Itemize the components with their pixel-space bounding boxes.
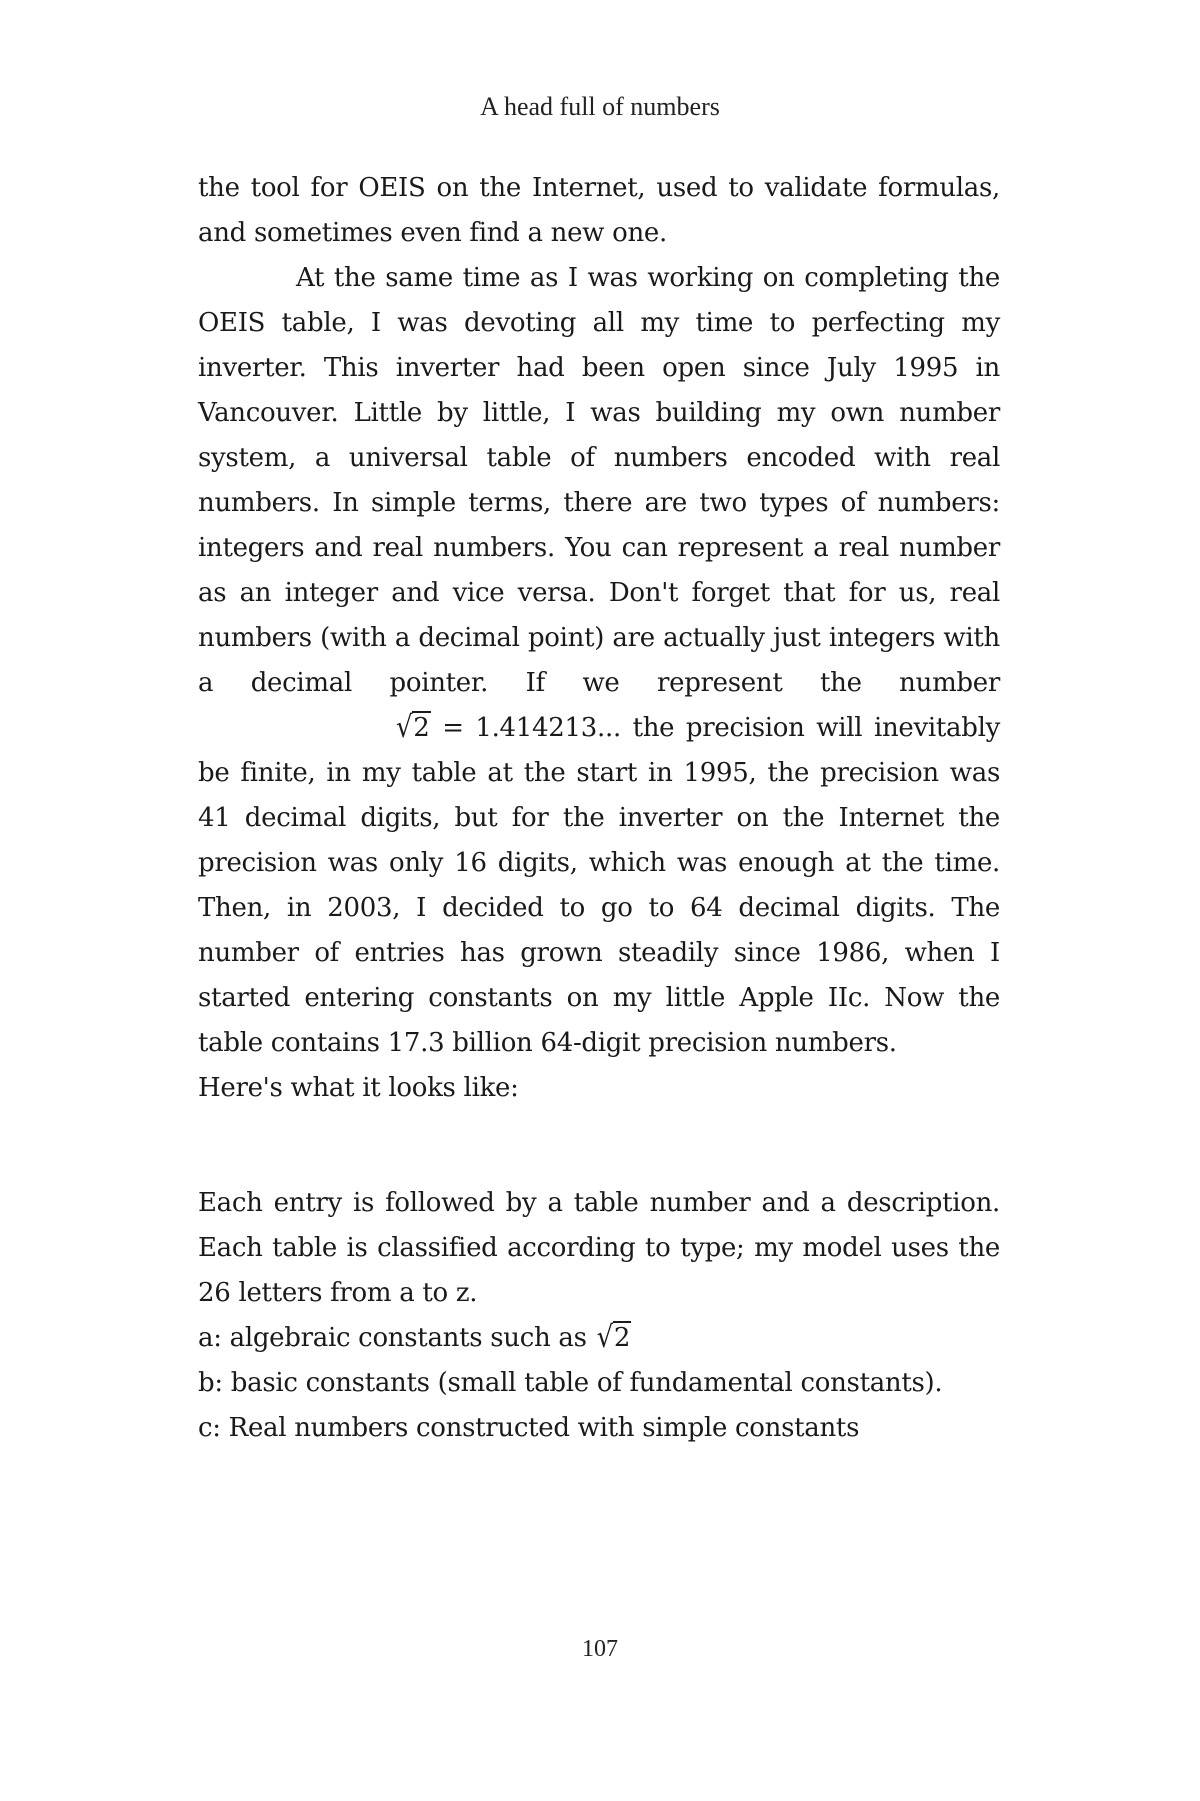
paragraph-inverter-text-b: = 1.414213... the precision will inevitably be finite, in my table at the start in 1995, the precision was 41 decimal digits, but for the inverter on the Internet the precision was only 16 digits, which was enough at the time. Then, in 2003, I decided to go to 64 decimal digits. The number of entries has grown steadily since 1986, when I started entering constants on my little Apple IIc. Now the table contains 17.3 billion 64-digit precision numbers. [198, 713, 1000, 1058]
blank-space [198, 1111, 1000, 1181]
body-text [198, 166, 1000, 1451]
paragraph-entry-description: Each entry is followed by a table number and a description. Each table is classified according to type; my model uses the 26 letters from a to z. [198, 1188, 1000, 1308]
running-head: A head full of numbers [480, 92, 720, 121]
list-item-a [198, 1316, 1000, 1361]
radicand: 2 [613, 1323, 631, 1353]
paragraph-inverter [198, 256, 1000, 1066]
list-item-c: c: Real numbers constructed with simple constants [198, 1413, 860, 1443]
paragraph-inverter-text-a: At the same time as I was working on completing the OEIS table, I was devoting all my time to perfecting my inverter. This inverter had been open since July 1995 in Vancouver. Little by little, I was building my own number system, a universal table of numbers encoded with real numbers. In simple terms, there are two types of numbers: integers and real numbers. You can represent a real number as an integer and vice versa. Don't forget that for us, real numbers (with a decimal point) are actually just integers with a decimal pointer. If we represent the number [198, 263, 1000, 698]
radicand: 2 [413, 713, 430, 743]
radical-sign: √ [596, 1320, 613, 1356]
list-item-a-text: a: algebraic constants such as [198, 1323, 587, 1353]
list-item-b: b: basic constants (small table of fundamental constants). [198, 1368, 943, 1398]
radical-sign: √ [396, 710, 413, 746]
paragraph-lead-in: Here's what it looks like: [198, 1073, 519, 1103]
sqrt-two-formula [595, 1316, 632, 1361]
paragraph-continuation: the tool for OEIS on the Internet, used to validate formulas, and sometimes even find a new one. [198, 173, 1000, 248]
page-number: 107 [582, 1636, 618, 1662]
sqrt-two-formula [198, 706, 431, 751]
